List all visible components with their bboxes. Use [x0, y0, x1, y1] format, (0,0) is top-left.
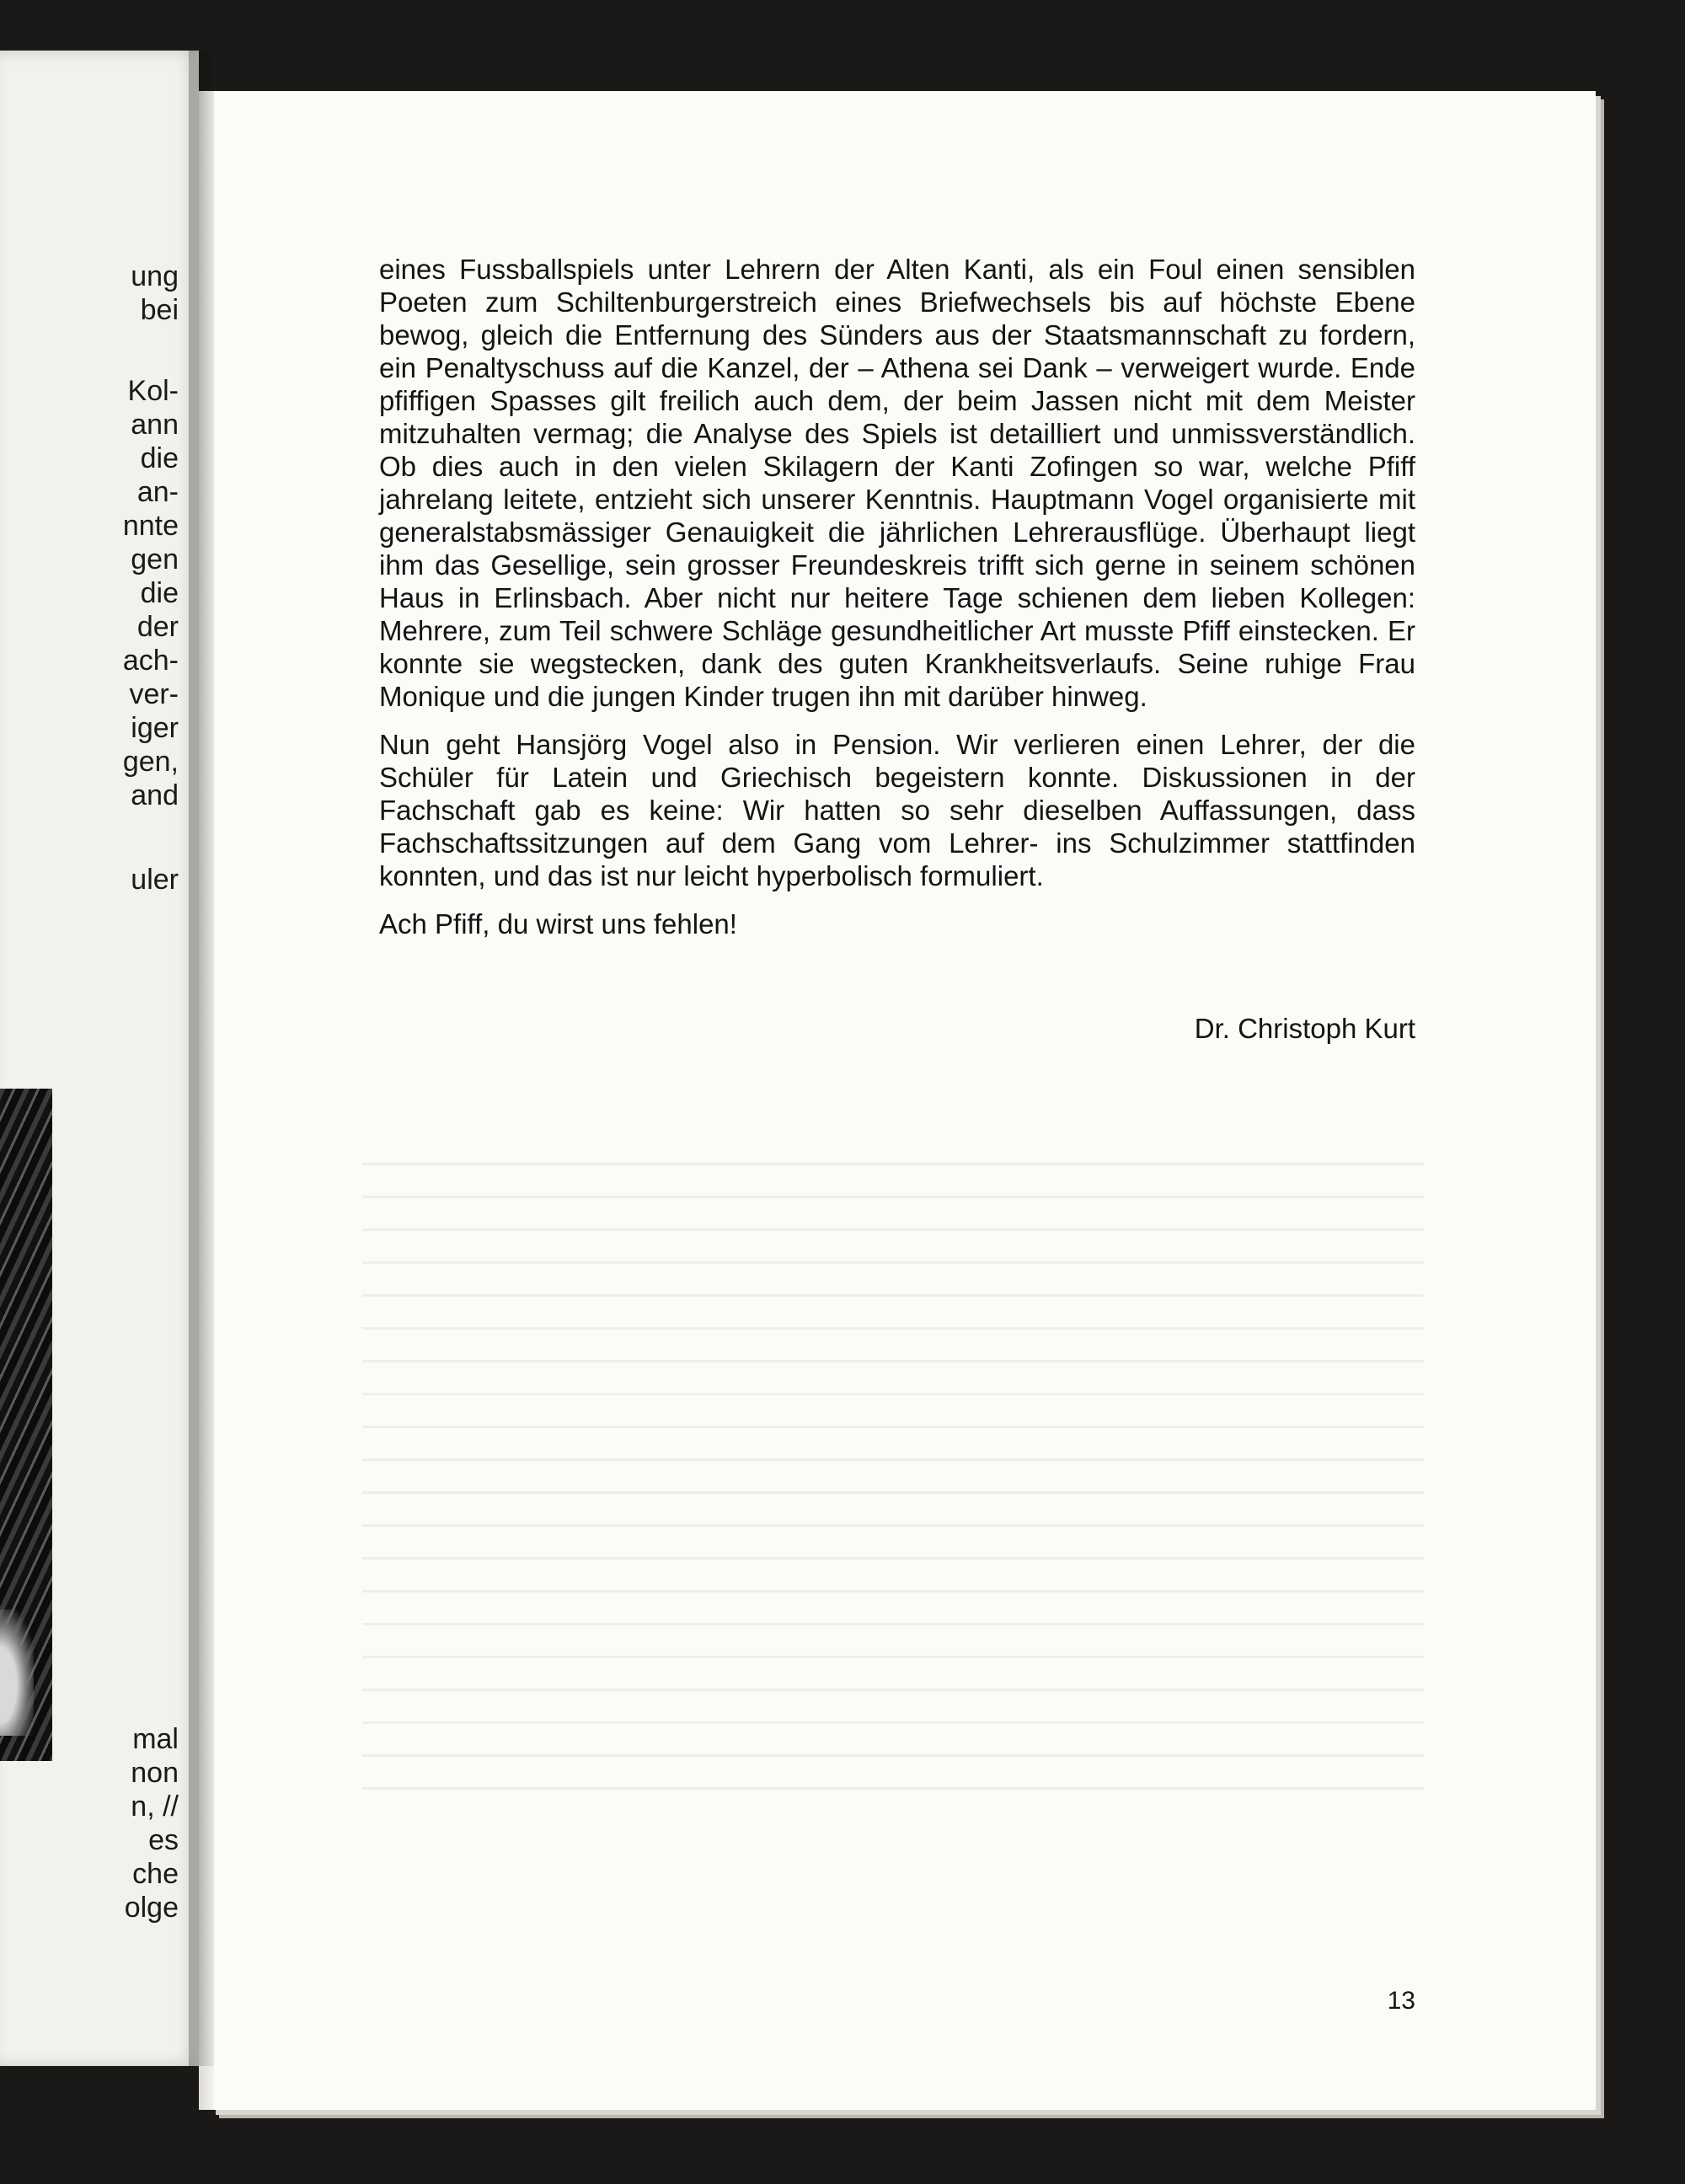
author-signature: Dr. Christoph Kurt — [1194, 1013, 1415, 1044]
article-paragraph: eines Fussballspiels unter Lehrern der Alten Kanti, als ein Foul einen sensiblen Poeten zum Schiltenburgerstreich eines Briefwechsels bis auf höchste Ebene bewog, gleich die Entfernung des Sünders aus der Staatsmannschaft zu fordern, ein Penaltyschuss auf die Kanzel, der – Athena sei Dank – verweigert wurde. Ende pfiffigen Spasses gilt freilich auch dem, der beim Jassen nicht mit dem Meister mitzuhalten vermag; die Analyse des Spiels ist detailliert und unmissverständlich. Ob dies auch in den vielen Skilagern der Kanti Zofingen so war, welche Pfiff jahrelang leitete, entzieht sich unserer Kenntnis. Hauptmann Vogel organisierte mit generalstabsmässiger Genauigkeit die jährlichen Lehrerausflüge. Überhaupt liegt ihm das Gesellige, sein grosser Freundeskreis trifft sich gerne in seinem schönen Haus in Erlinsbach. Aber nicht nur heitere Tage schienen dem lieben Kollegen: Mehrere, zum Teil schwere Schläge gesundheitlicher Art musste Pfiff einstecken. Er konnte sie wegstecken, dank des guten Krankheitsverlaufs. Seine ruhige Frau Monique und die jungen Kinder trugen ihn mit darüber hinweg. — [379, 254, 1415, 712]
previous-page — [0, 51, 199, 2066]
previous-page-text-middle: Kol- ann die an- nnte gen die der ach- ver- iger gen, and — [122, 375, 179, 811]
previous-page-photo — [0, 1089, 52, 1761]
show-through-text — [362, 1163, 1424, 1820]
article-body — [379, 253, 1415, 956]
article-paragraph: Nun geht Hansjörg Vogel also in Pension. Wir verlieren einen Lehrer, der die Schüler für Latein und Griechisch begeistern konnte. Diskussionen in der Fachschaft gab es keine: Wir hatten so sehr dieselben Auffassungen, dass Fachschaftssitzungen auf dem Gang vom Lehrer- ins Schulzimmer stattfinden konnten, und das ist nur leicht hyperbolisch formuliert. — [379, 729, 1415, 891]
previous-page-text-top: ung bei — [131, 260, 179, 326]
book-gutter — [189, 51, 214, 2066]
article-closing-line: Ach Pfiff, du wirst uns fehlen! — [379, 908, 737, 939]
previous-page-text-lower: uler — [131, 864, 179, 896]
page-number: 13 — [1387, 1987, 1415, 2015]
previous-page-text-bottom: mal non n, // es che olge — [124, 1723, 179, 1924]
